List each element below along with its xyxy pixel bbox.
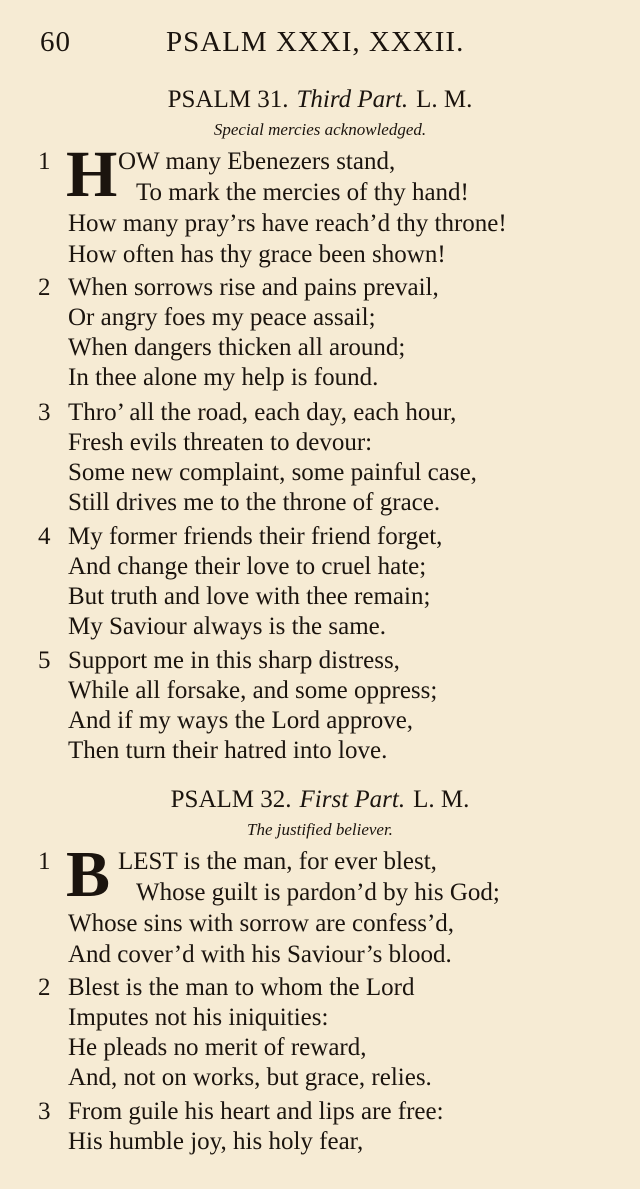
verse-line: But truth and love with thee remain;: [68, 583, 431, 610]
verse-line: LEST is the man, for ever blest,: [118, 848, 437, 875]
psalm-title: [0, 786, 640, 814]
page-number: 60: [40, 26, 71, 58]
verse-line: How many pray’rs have reach’d thy throne!: [68, 210, 507, 237]
psalm-meter: L. M.: [416, 86, 473, 113]
verse-line: My former friends their friend forget,: [68, 523, 443, 550]
psalm-meter: L. M.: [413, 786, 470, 813]
verse-line: His humble joy, his holy fear,: [68, 1128, 364, 1155]
verse-line: Blest is the man to whom the Lord: [68, 974, 415, 1001]
verse-number: 1: [38, 148, 51, 175]
verse-line: Fresh evils threaten to devour:: [68, 429, 373, 456]
verse-line: Whose guilt is pardon’d by his God;: [136, 879, 500, 906]
verse-line: Still drives me to the throne of grace.: [68, 489, 441, 516]
drop-cap: H: [66, 138, 118, 211]
verse-line: Whose sins with sorrow are confess’d,: [68, 910, 455, 937]
verse-line: To mark the mercies of thy hand!: [136, 179, 469, 206]
psalm-name: PSALM 31.: [167, 86, 289, 113]
psalm-part: First Part.: [299, 786, 406, 813]
verse-line: When dangers thicken all around;: [68, 334, 406, 361]
verse-line: Or angry foes my peace assail;: [68, 304, 376, 331]
verse-line: While all forsake, and some oppress;: [68, 677, 438, 704]
verse-number: 3: [38, 399, 51, 426]
verse-line: When sorrows rise and pains prevail,: [68, 274, 439, 301]
verse-line: Some new complaint, some painful case,: [68, 459, 477, 486]
verse-line: Then turn their hatred into love.: [68, 737, 388, 764]
verse-line: And change their love to cruel hate;: [68, 553, 427, 580]
verse-line: My Saviour always is the same.: [68, 613, 387, 640]
verse-line: And cover’d with his Saviour’s blood.: [68, 941, 452, 968]
verse-number: 5: [38, 647, 51, 674]
verse-number: 2: [38, 274, 51, 301]
verse-number: 2: [38, 974, 51, 1001]
psalm-title: [0, 86, 640, 114]
running-head: [0, 26, 640, 66]
psalm-part: Third Part.: [296, 86, 409, 113]
verse-line: He pleads no merit of reward,: [68, 1034, 367, 1061]
drop-cap: B: [66, 838, 111, 911]
verse-line: Support me in this sharp distress,: [68, 647, 400, 674]
verse-number: 3: [38, 1098, 51, 1125]
verse-line: Thro’ all the road, each day, each hour,: [68, 399, 457, 426]
verse-line: How often has thy grace been shown!: [68, 241, 446, 268]
verse-line: And, not on works, but grace, relies.: [68, 1064, 432, 1091]
psalm-subtitle: Special mercies acknowledged.: [213, 120, 427, 139]
verse-line: From guile his heart and lips are free:: [68, 1098, 444, 1125]
verse-number: 1: [38, 848, 51, 875]
running-title: PSALM XXXI, XXXII.: [166, 26, 465, 58]
psalm-name: PSALM 32.: [170, 786, 292, 813]
verse-line: In thee alone my help is found.: [68, 364, 379, 391]
verse-line: And if my ways the Lord approve,: [68, 707, 414, 734]
verse-number: 4: [38, 523, 51, 550]
psalm-subtitle: The justified believer.: [247, 820, 393, 839]
verse-line: OW many Ebenezers stand,: [118, 148, 396, 175]
verse-line: Imputes not his iniquities:: [68, 1004, 329, 1031]
